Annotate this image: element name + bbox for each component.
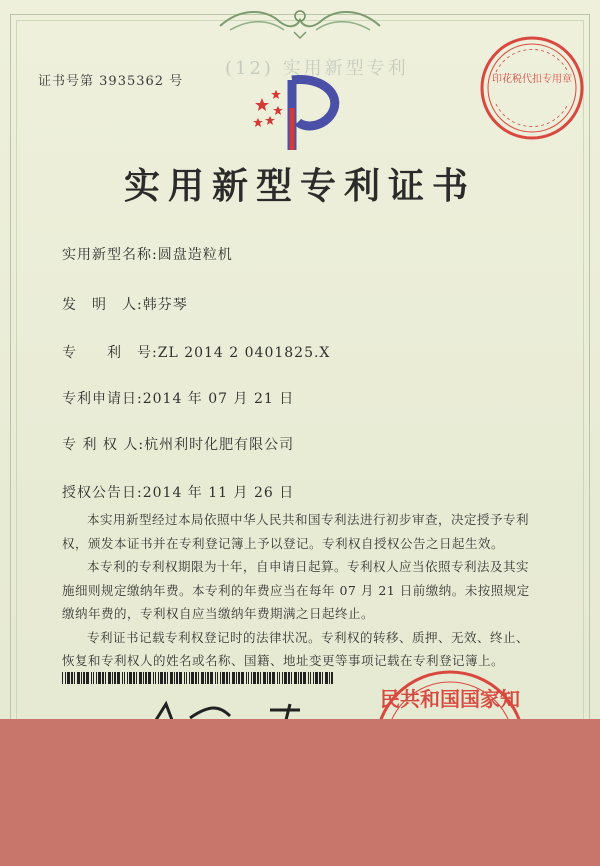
watermark-text: (12) 实用新型专利 bbox=[225, 58, 409, 79]
field-inventor: 发 明 人:韩芬琴 bbox=[62, 297, 188, 313]
paragraph: 专利证书记载专利权登记时的法律状况。专利权的转移、质押、无效、终止、恢复和专利权人的姓名或名称、国籍、地址变更等事项记载在专利登记簿上。 bbox=[62, 629, 530, 668]
tax-seal-icon bbox=[476, 32, 588, 144]
field-patentee: 专 利 权 人:杭州利时化肥有限公司 bbox=[62, 437, 295, 453]
certificate-body bbox=[62, 508, 540, 673]
field-application-date: 专利申请日:2014 年 07 月 21 日 bbox=[62, 391, 295, 407]
ornament-icon bbox=[210, 2, 390, 42]
field-grant-date: 授权公告日:2014 年 11 月 26 日 bbox=[62, 485, 295, 501]
certificate-number: 证书号第 3935362 号 bbox=[38, 74, 184, 89]
barcode-icon bbox=[62, 672, 338, 684]
patent-office-logo-icon bbox=[248, 72, 358, 152]
svg-text:印花税代扣专用章: 印花税代扣专用章 bbox=[492, 74, 572, 85]
field-patent-number: 专 利 号:ZL 2014 2 0401825.X bbox=[62, 345, 331, 361]
paragraph: 本专利的专利权期限为十年，自申请日起算。专利权人应当依照专利法及其实施细则规定缴纳年费。本专利的年费应当在每年 07 月 21 日前缴纳。未按照规定缴纳年费的，专利权自应当缴纳年费期满之日起终止。 bbox=[62, 559, 530, 621]
certificate-title: 实用新型专利证书 bbox=[123, 165, 476, 207]
field-utility-model-name: 实用新型名称:圆盘造粒机 bbox=[62, 247, 233, 263]
cover-band bbox=[0, 719, 600, 866]
paragraph: 本实用新型经过本局依照中华人民共和国专利法进行初步审查，决定授予专利权，颁发本证书并在专利登记簿上予以登记。专利权自授权公告之日起生效。 bbox=[62, 512, 530, 551]
svg-text:民共和国国家知: 民共和国国家知 bbox=[380, 687, 520, 711]
